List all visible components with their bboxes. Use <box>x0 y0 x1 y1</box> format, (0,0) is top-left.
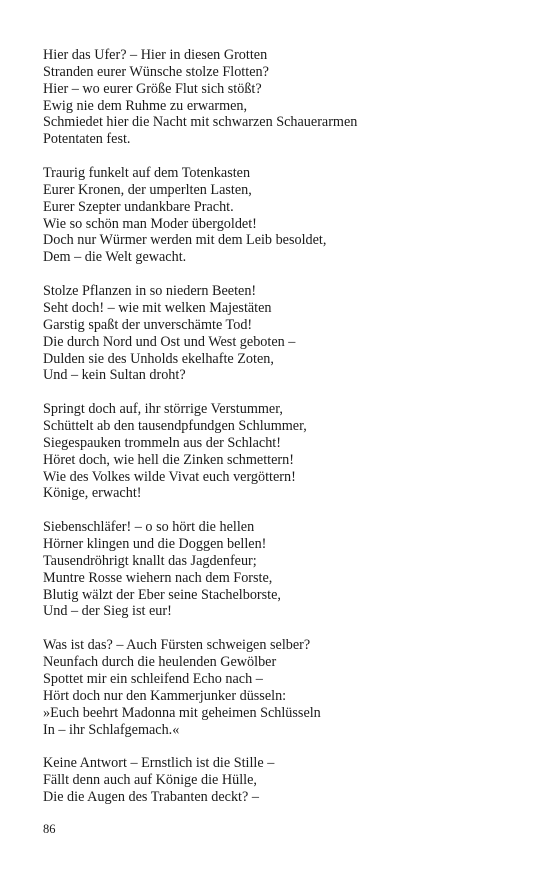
poem-line: Schmiedet hier die Nacht mit schwarzen Schauerarmen <box>43 114 358 131</box>
poem-line: Traurig funkelt auf dem Totenkasten <box>43 165 251 182</box>
poem-line: Siebenschläfer! – o so hört die hellen <box>43 519 255 536</box>
poem-line: Die durch Nord und Ost und West geboten – <box>43 333 296 350</box>
poem-line: Schüttelt ab den tausendpfundgen Schlummer, <box>43 418 307 435</box>
poem-line: Potentaten fest. <box>43 131 131 148</box>
poem-line: Ewig nie dem Ruhme zu erwarmen, <box>43 97 248 114</box>
poem-line: Spottet mir ein schleifend Echo nach – <box>43 671 263 687</box>
stanza <box>43 401 523 502</box>
poem-line: Und – der Sieg ist eur! <box>43 603 172 620</box>
poem-line: Garstig spaßt der unverschämte Tod! <box>43 316 253 333</box>
poem-line: Doch nur Würmer werden mit dem Leib besoldet, <box>43 232 327 249</box>
poem-line: Hier das Ufer? – Hier in diesen Grotten <box>43 47 268 63</box>
stanza <box>43 47 523 148</box>
page-number: 86 <box>43 822 56 836</box>
poem-line: Neunfach durch die heulenden Gewölber <box>43 654 277 671</box>
poem-line: Könige, erwacht! <box>43 485 142 502</box>
poem-line: Wie des Volkes wilde Vivat euch vergöttern! <box>43 468 296 485</box>
poem-line: Hier – wo eurer Größe Flut sich stößt? <box>43 80 262 97</box>
poem-text <box>43 47 523 823</box>
poem-line: Blutig wälzt der Eber seine Stachelborste, <box>43 586 281 603</box>
poem-line: Tausendröhrigt knallt das Jagdenfeur; <box>43 552 257 569</box>
poem-line: Siegespauken trommeln aus der Schlacht! <box>43 434 281 451</box>
stanza <box>43 165 523 266</box>
poem-line: Höret doch, wie hell die Zinken schmettern! <box>43 451 294 468</box>
poem-line: Muntre Rosse wiehern nach dem Forste, <box>43 569 273 586</box>
poem-line: Wie so schön man Moder übergoldet! <box>43 215 257 232</box>
poem-line: In – ihr Schlafgemach.« <box>43 721 180 738</box>
poem-line: Die die Augen des Trabanten deckt? – <box>43 789 259 806</box>
poem-line: Und – kein Sultan droht? <box>43 367 186 384</box>
stanza <box>43 755 523 806</box>
poem-line: Seht doch! – wie mit welken Majestäten <box>43 299 272 316</box>
poem-line: Dem – die Welt gewacht. <box>43 249 187 266</box>
poem-line: »Euch beehrt Madonna mit geheimen Schlüsseln <box>43 704 321 721</box>
poem-line: Keine Antwort – Ernstlich ist die Stille – <box>43 755 275 772</box>
poem-line: Fällt denn auch auf Könige die Hülle, <box>43 772 257 789</box>
stanza <box>43 519 523 620</box>
poem-line: Stranden eurer Wünsche stolze Flotten? <box>43 63 269 80</box>
poem-line: Eurer Kronen, der umperlten Lasten, <box>43 181 252 198</box>
stanza <box>43 283 523 384</box>
stanza <box>43 637 523 738</box>
poem-line: Dulden sie des Unholds ekelhafte Zoten, <box>43 350 274 367</box>
poem-line: Hört doch nur den Kammerjunker düsseln: <box>43 687 287 704</box>
poem-line: Hörner klingen und die Doggen bellen! <box>43 536 267 553</box>
poem-line: Stolze Pflanzen in so niedern Beeten! <box>43 283 257 300</box>
poem-line: Eurer Szepter undankbare Pracht. <box>43 198 234 215</box>
poem-line: Springt doch auf, ihr störrige Verstummer, <box>43 401 283 418</box>
poem-line: Was ist das? – Auch Fürsten schweigen selber? <box>43 637 311 654</box>
